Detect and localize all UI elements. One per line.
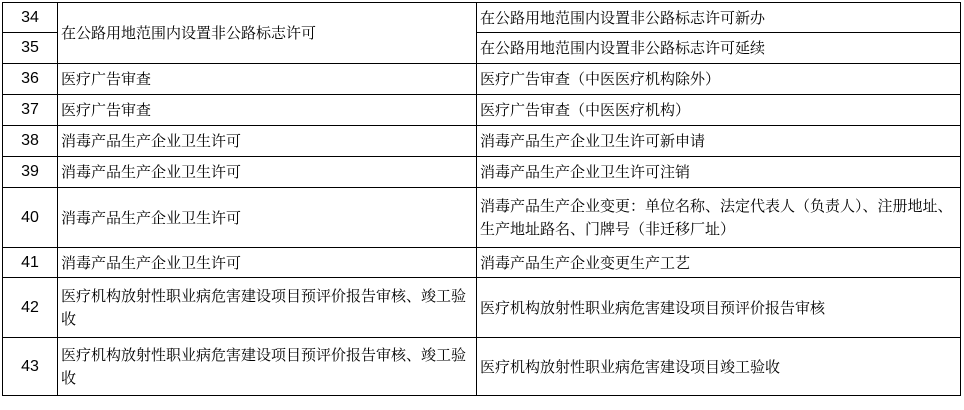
item-name: 在公路用地范围内设置非公路标志许可 <box>58 3 477 64</box>
row-number: 34 <box>3 3 58 33</box>
item-name: 消毒产品生产企业卫生许可 <box>58 126 477 157</box>
table-row <box>3 248 961 278</box>
table-row <box>3 278 961 338</box>
sub-item-name: 消毒产品生产企业卫生许可注销 <box>477 157 961 188</box>
row-number: 43 <box>3 338 58 396</box>
row-number: 35 <box>3 33 58 64</box>
item-name: 消毒产品生产企业卫生许可 <box>58 188 477 248</box>
table-row <box>3 126 961 157</box>
item-name: 医疗机构放射性职业病危害建设项目预评价报告审核、竣工验收 <box>58 278 477 338</box>
sub-item-name: 医疗机构放射性职业病危害建设项目竣工验收 <box>477 338 961 396</box>
row-number: 38 <box>3 126 58 157</box>
table-row <box>3 338 961 396</box>
table-row <box>3 188 961 248</box>
table-row <box>3 64 961 95</box>
row-number: 37 <box>3 95 58 126</box>
table-row <box>3 157 961 188</box>
sub-item-name: 医疗广告审查（中医医疗机构除外） <box>477 64 961 95</box>
table-row <box>3 95 961 126</box>
sub-item-name: 消毒产品生产企业变更生产工艺 <box>477 248 961 278</box>
sub-item-name: 消毒产品生产企业卫生许可新申请 <box>477 126 961 157</box>
row-number: 36 <box>3 64 58 95</box>
row-number: 40 <box>3 188 58 248</box>
row-number: 41 <box>3 248 58 278</box>
item-name: 消毒产品生产企业卫生许可 <box>58 157 477 188</box>
table-row <box>3 3 961 33</box>
row-number: 39 <box>3 157 58 188</box>
sub-item-name: 消毒产品生产企业变更：单位名称、法定代表人（负责人）、注册地址、生产地址路名、门牌号（非迁移厂址） <box>477 188 961 248</box>
sub-item-name: 医疗广告审查（中医医疗机构） <box>477 95 961 126</box>
item-name: 医疗机构放射性职业病危害建设项目预评价报告审核、竣工验收 <box>58 338 477 396</box>
sub-item-name: 在公路用地范围内设置非公路标志许可延续 <box>477 33 961 64</box>
sub-item-name: 在公路用地范围内设置非公路标志许可新办 <box>477 3 961 33</box>
item-name: 消毒产品生产企业卫生许可 <box>58 248 477 278</box>
sub-item-name: 医疗机构放射性职业病危害建设项目预评价报告审核 <box>477 278 961 338</box>
row-number: 42 <box>3 278 58 338</box>
item-name: 医疗广告审查 <box>58 95 477 126</box>
item-name: 医疗广告审查 <box>58 64 477 95</box>
permit-items-table <box>2 2 961 396</box>
